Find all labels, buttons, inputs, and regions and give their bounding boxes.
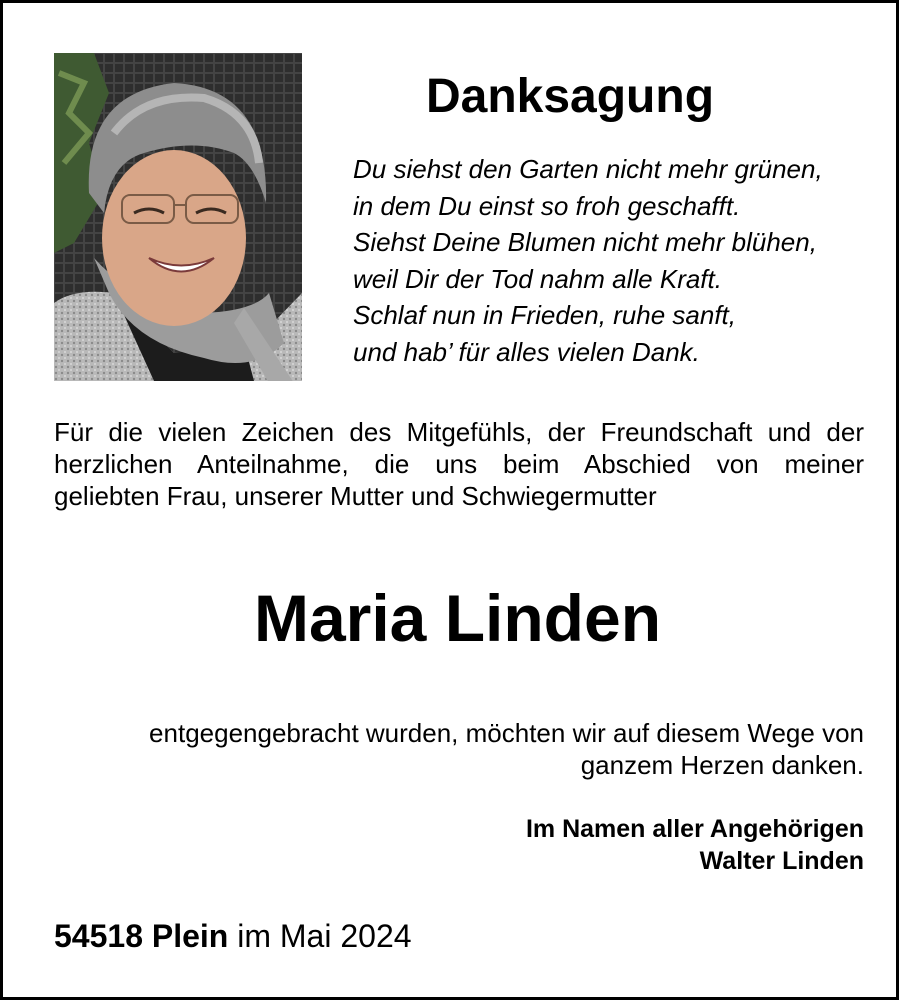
deceased-name: Maria Linden	[253, 581, 662, 655]
closing-line: ganzem Herzen danken.	[580, 750, 864, 780]
poem-line: in dem Du einst so froh geschafft.	[353, 190, 741, 221]
poem-line: weil Dir der Tod nahm alle Kraft.	[353, 263, 722, 294]
poem-line: und hab’ für alles vielen Dank.	[353, 336, 700, 367]
portrait-photo	[54, 53, 302, 381]
closing-paragraph	[54, 717, 864, 781]
poem	[353, 151, 883, 370]
poem-line: Schlaf nun in Frieden, ruhe sanft,	[353, 300, 737, 330]
signature-line: Im Namen aller Angehörigen	[525, 815, 864, 843]
date: im Mai 2024	[237, 918, 412, 954]
place-date	[54, 916, 412, 956]
poem-line: Siehst Deine Blumen nicht mehr blühen,	[353, 227, 817, 257]
signature-name: Walter Linden	[699, 847, 864, 875]
poem-line: Du siehst den Garten nicht mehr grünen,	[353, 154, 823, 184]
signature	[54, 813, 864, 877]
intro-line: Für die vielen Zeichen des Mitgefühls, der Freundschaft und der	[54, 417, 864, 447]
closing-line: entgegengebracht wurden, möchten wir auf diesem Wege von	[149, 718, 864, 748]
intro-paragraph	[54, 416, 864, 512]
intro-line: geliebten Frau, unserer Mutter und Schwiegermutter	[54, 481, 657, 511]
page-title: Danksagung	[425, 70, 715, 123]
intro-line: herzlichen Anteilnahme, die uns beim Abschied von meiner	[54, 449, 864, 479]
place: 54518 Plein	[54, 918, 229, 954]
